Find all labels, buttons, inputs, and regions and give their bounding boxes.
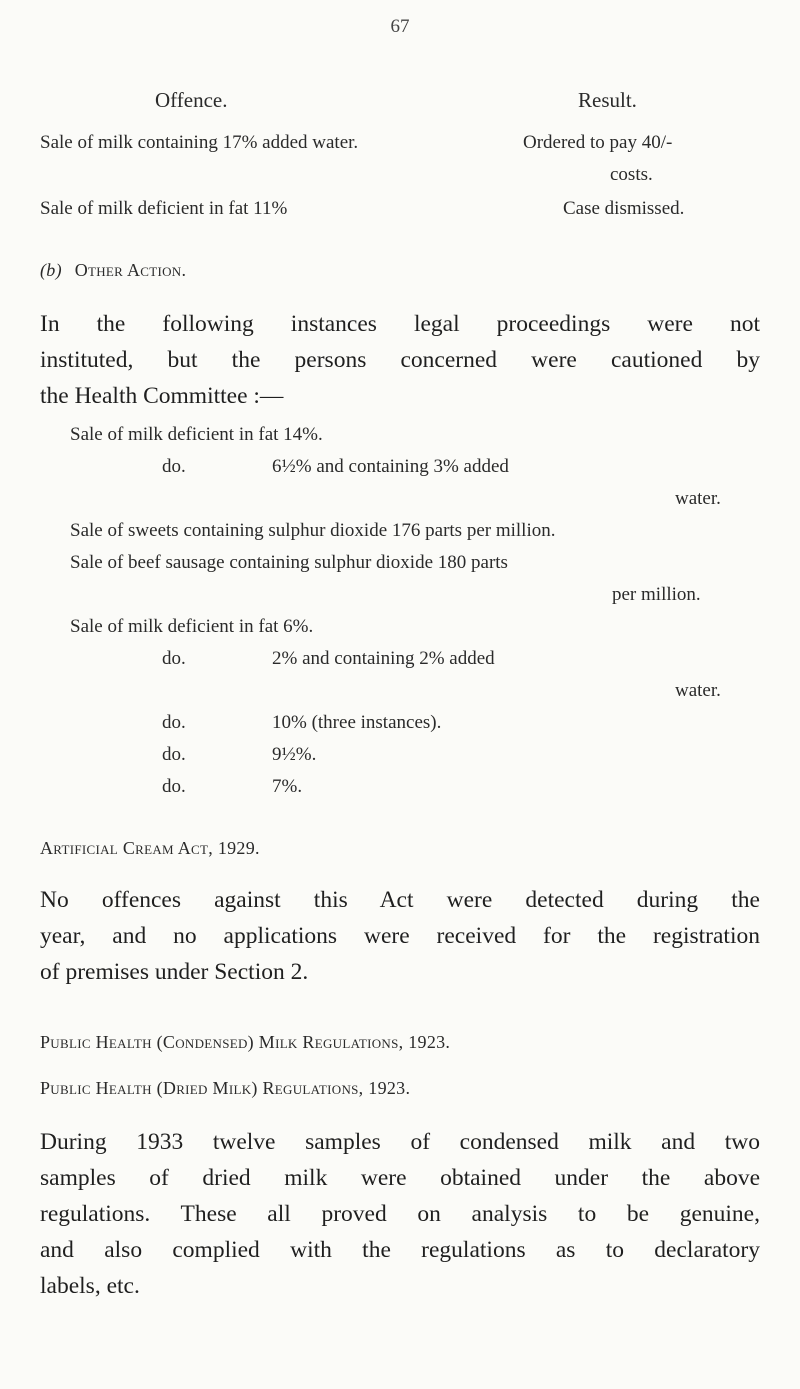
list-item: 6½% and containing 3% added [272, 456, 509, 477]
list-item: Sale of milk deficient in fat 14%. [70, 424, 323, 445]
other-action-paragraph [40, 306, 760, 414]
paragraph-line: of premises under Section 2. [40, 959, 309, 985]
result-row-1-line2: costs. [610, 164, 653, 185]
offence-row-1: Sale of milk containing 17% added water. [40, 132, 359, 153]
list-item: 7%. [272, 776, 303, 797]
result-row-1-line1: Ordered to pay 40/- [523, 132, 673, 153]
paragraph-line: samples of dried milk were obtained under the above [40, 1165, 760, 1191]
list-item: 9½%. [272, 744, 317, 765]
other-action-heading [40, 260, 186, 281]
paragraph-line: During 1933 twelve samples of condensed milk and two [40, 1129, 760, 1155]
result-column-header: Result. [578, 88, 637, 112]
list-item: do. [162, 712, 186, 733]
list-item: Sale of beef sausage containing sulphur dioxide 180 parts [70, 552, 508, 573]
paragraph-line: In the following instances legal proceedings were not [40, 311, 760, 337]
other-action-prefix: (b) [40, 260, 62, 280]
list-item: do. [162, 648, 186, 669]
milk-regulations-paragraph [40, 1124, 760, 1304]
list-item: water. [675, 488, 721, 509]
list-item: do. [162, 744, 186, 765]
condensed-milk-heading: Public Health (Condensed) Milk Regulations, 1923. [40, 1032, 451, 1052]
list-item: water. [675, 680, 721, 701]
paragraph-line: regulations. These all proved on analysis to be genuine, [40, 1201, 760, 1227]
result-row-2: Case dismissed. [563, 198, 685, 219]
page-number: 67 [390, 16, 410, 37]
paragraph-line: instituted, but the persons concerned were cautioned by [40, 347, 760, 373]
paragraph-line: year, and no applications were received for the registration [40, 923, 760, 949]
offence-column-header: Offence. [155, 88, 228, 112]
list-item: 10% (three instances). [272, 712, 442, 733]
list-item: 2% and containing 2% added [272, 648, 495, 669]
offence-row-2: Sale of milk deficient in fat 11% [40, 198, 288, 219]
list-item: per million. [612, 584, 701, 605]
cream-act-paragraph [40, 882, 760, 990]
other-action-title: Other Action. [74, 260, 187, 280]
paragraph-line: and also complied with the regulations as to declaratory [40, 1237, 760, 1263]
list-item: do. [162, 776, 186, 797]
paragraph-line: the Health Committee :— [40, 383, 284, 409]
paragraph-line: labels, etc. [40, 1273, 140, 1299]
list-item: Sale of milk deficient in fat 6%. [70, 616, 314, 637]
list-item: do. [162, 456, 186, 477]
cream-act-heading: Artificial Cream Act, 1929. [40, 838, 260, 858]
dried-milk-heading: Public Health (Dried Milk) Regulations, 1923. [40, 1078, 411, 1098]
list-item: Sale of sweets containing sulphur dioxide 176 parts per million. [70, 520, 556, 541]
paragraph-line: No offences against this Act were detected during the [40, 887, 760, 913]
